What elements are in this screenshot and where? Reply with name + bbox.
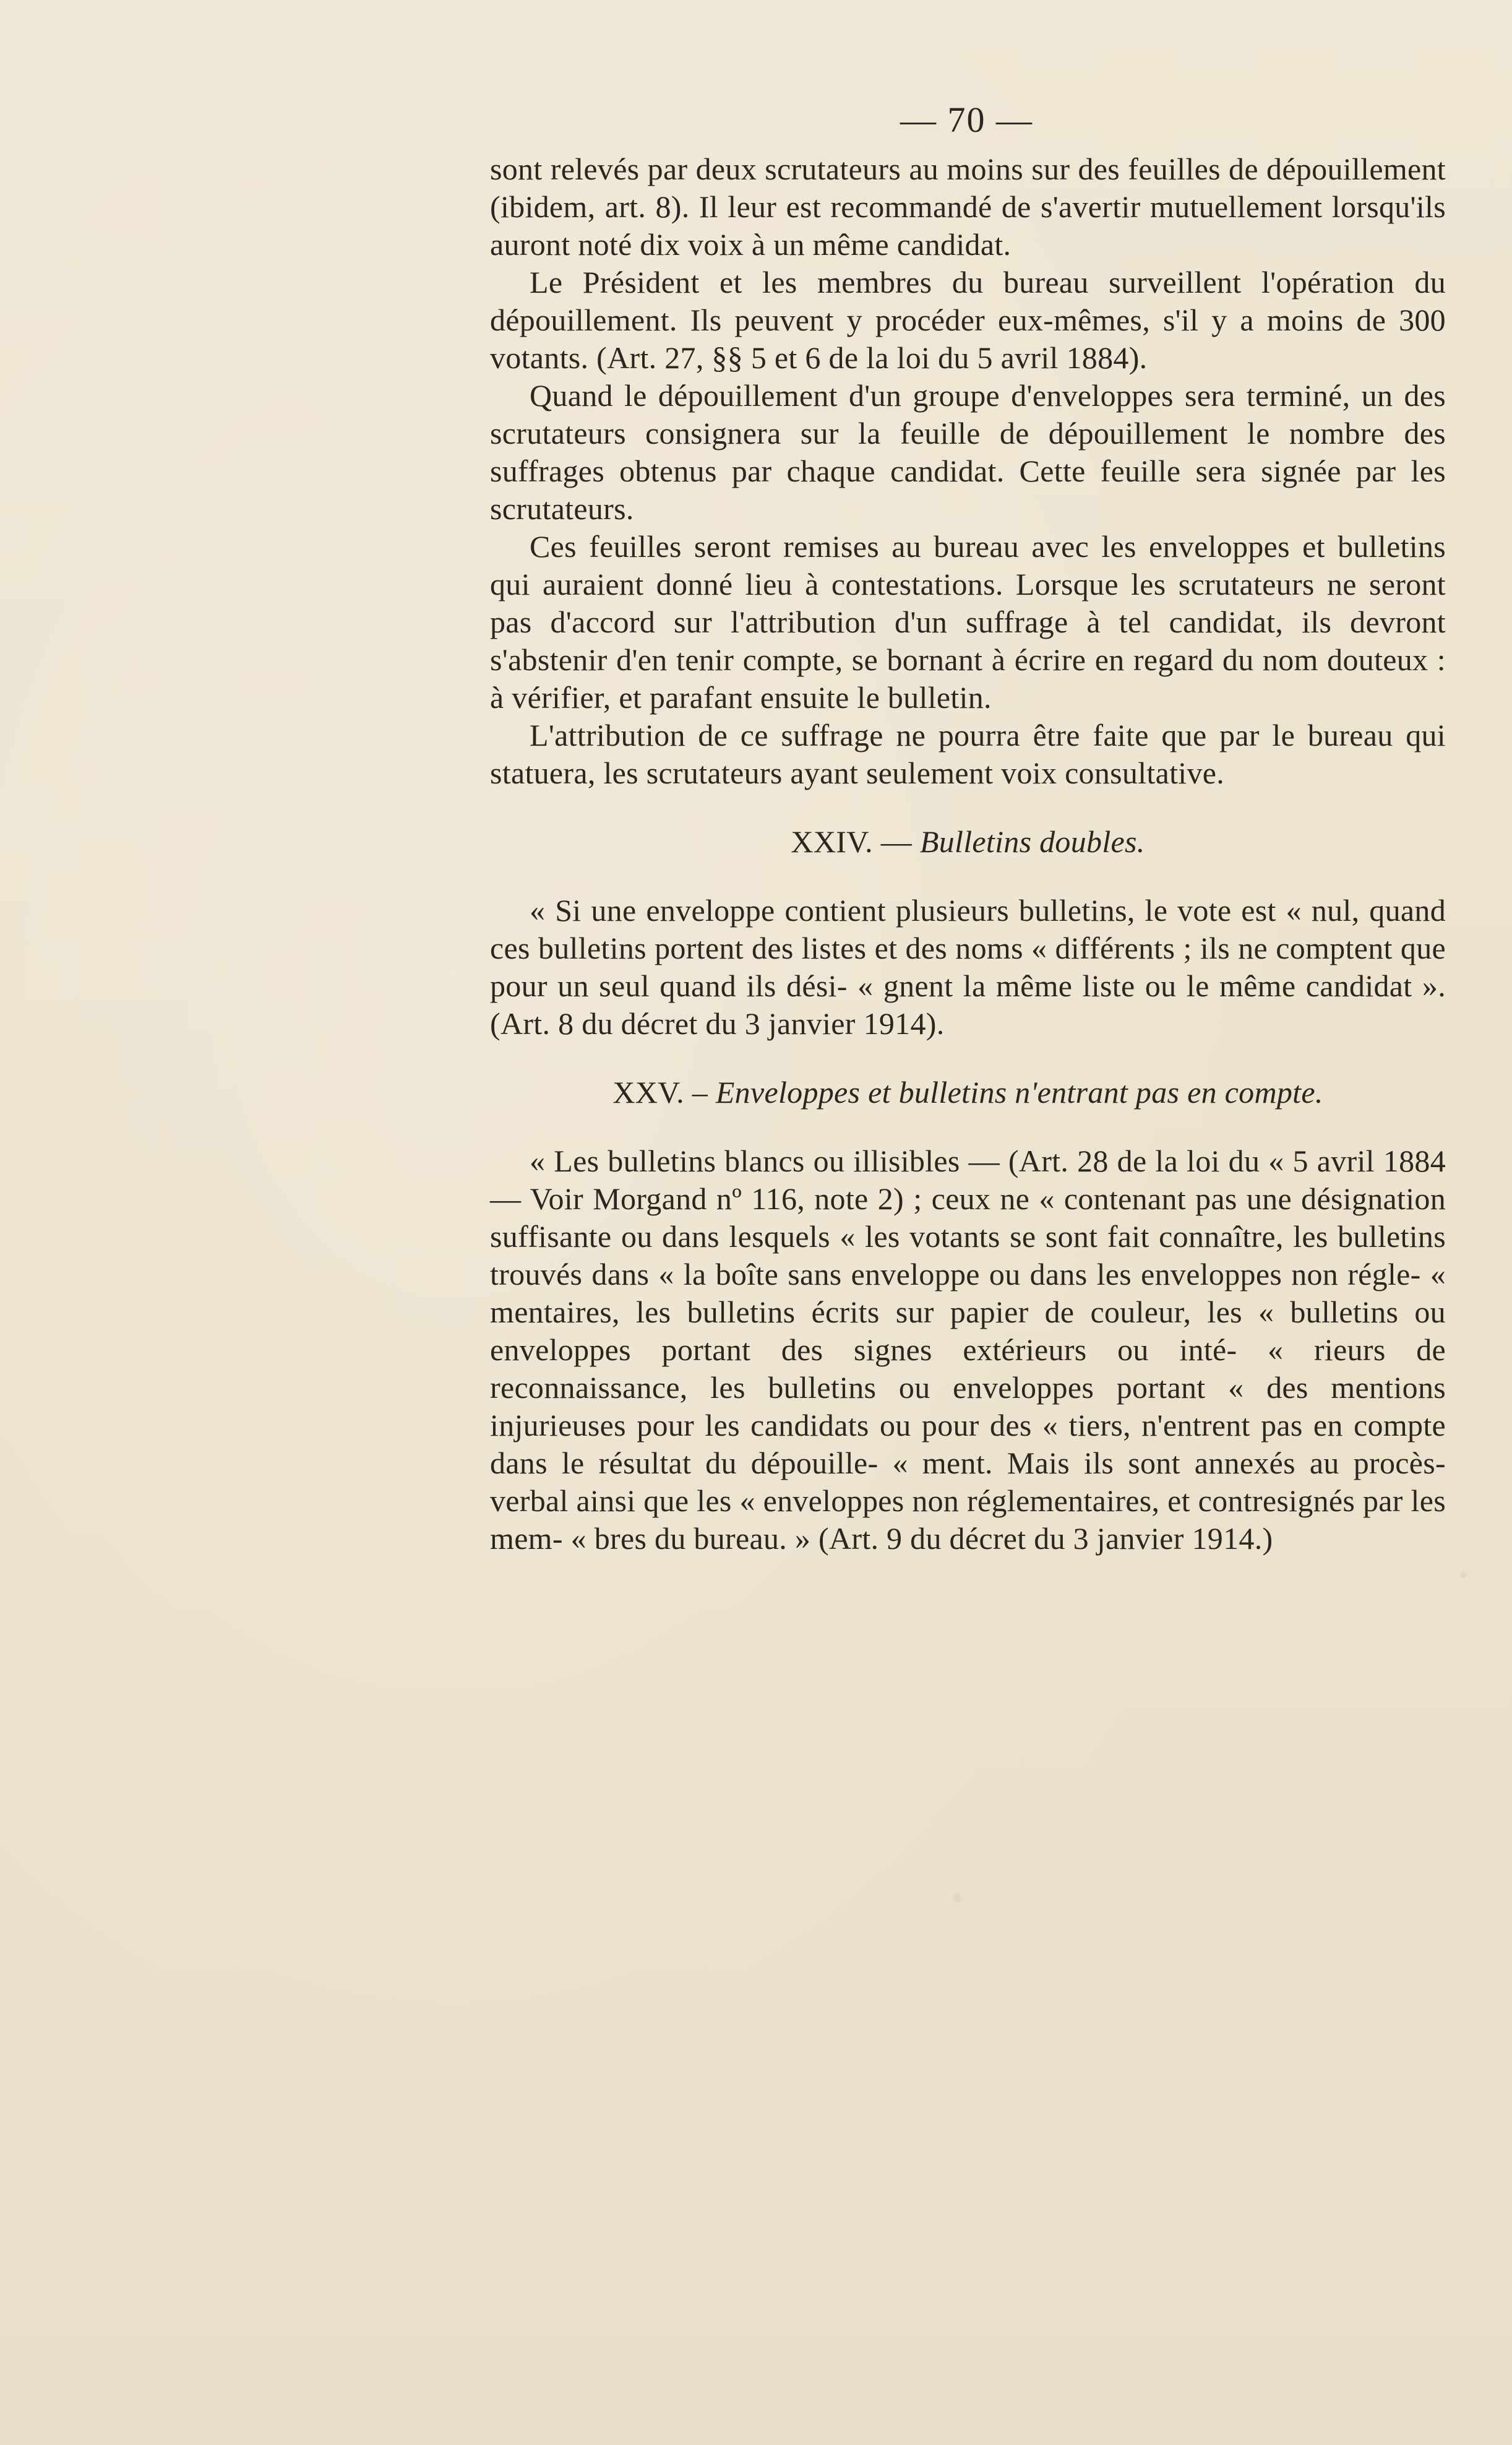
- paper-stain: [953, 1894, 961, 1902]
- paragraph: Le Président et les membres du bureau surveillent l'opération du dépouillement. Ils peuvent y procéder eux-mêmes, s'il y a moins de 300 votants. (Art. 27, §§ 5 et 6 de la loi du 5 avril 1884).: [490, 265, 1446, 375]
- quoted-article: « Les bulletins blancs ou illisibles — (Art. 28 de la loi du « 5 avril 1884 — Voir Morgand nº 116, note 2) ; ceux ne « contenant pas une désignation suffisante ou dans lesquels « les votants se sont fait connaître, les bulletins trouvés dans « la boîte sans enveloppe ou dans les enveloppes non régle- « mentaires, les bulletins écrits sur papier de couleur, les « bulletins ou enveloppes portant des signes extérieurs ou inté- « rieurs de reconnaissance, les bulletins ou enveloppes portant « des mentions injurieuses pour les candidats ou pour des « tiers, n'entrent pas en compte dans le résultat du dépouille- « ment. Mais ils sont annexés au procès-verbal ainsi que les « enveloppes non réglementaires, et contresignés par les mem- « bres du bureau. » (Art. 9 du décret du 3 janvier 1914.): [490, 1144, 1446, 1556]
- section-heading-xxv: [490, 1074, 1446, 1111]
- section-number: XXIV. —: [791, 824, 913, 859]
- body-text: [490, 150, 1446, 1558]
- page-number: — 70 —: [900, 100, 1033, 140]
- section-title: Enveloppes et bulletins n'entrant pas en compte.: [715, 1075, 1323, 1110]
- paragraph: sont relevés par deux scrutateurs au moins sur des feuilles de dépouillement (ibidem, art. 8). Il leur est recommandé de s'avertir mutuellement lorsqu'ils auront noté dix voix à un même candidat.: [490, 152, 1446, 262]
- paragraph: Quand le dépouillement d'un groupe d'enveloppes sera terminé, un des scrutateurs consignera sur la feuille de dépouillement le nombre des suffrages obtenus par chaque candidat. Cette feuille sera signée par les scrutateurs.: [490, 378, 1446, 526]
- paragraph: Ces feuilles seront remises au bureau avec les enveloppes et bulletins qui auraient donné lieu à contestations. Lorsque les scrutateurs ne seront pas d'accord sur l'attribution d'un suffrage à tel candidat, ils devront s'abstenir d'en tenir compte, se bornant à écrire en regard du nom douteux : à vérifier, et parafant ensuite le bulletin.: [490, 529, 1446, 715]
- section-number: XXV. –: [612, 1075, 708, 1110]
- quoted-article: « Si une enveloppe contient plusieurs bulletins, le vote est « nul, quand ces bulletins portent des listes et des noms « différents ; ils ne comptent que pour un seul quand ils dési- « gnent la même liste ou le même candidat ». (Art. 8 du décret du 3 janvier 1914).: [490, 893, 1446, 1041]
- paragraph: L'attribution de ce suffrage ne pourra être faite que par le bureau qui statuera, les scrutateurs ayant seulement voix consultative.: [490, 718, 1446, 790]
- section-heading-xxiv: [490, 823, 1446, 861]
- paper-stain: [1460, 1572, 1466, 1578]
- section-title: Bulletins doubles.: [919, 824, 1145, 859]
